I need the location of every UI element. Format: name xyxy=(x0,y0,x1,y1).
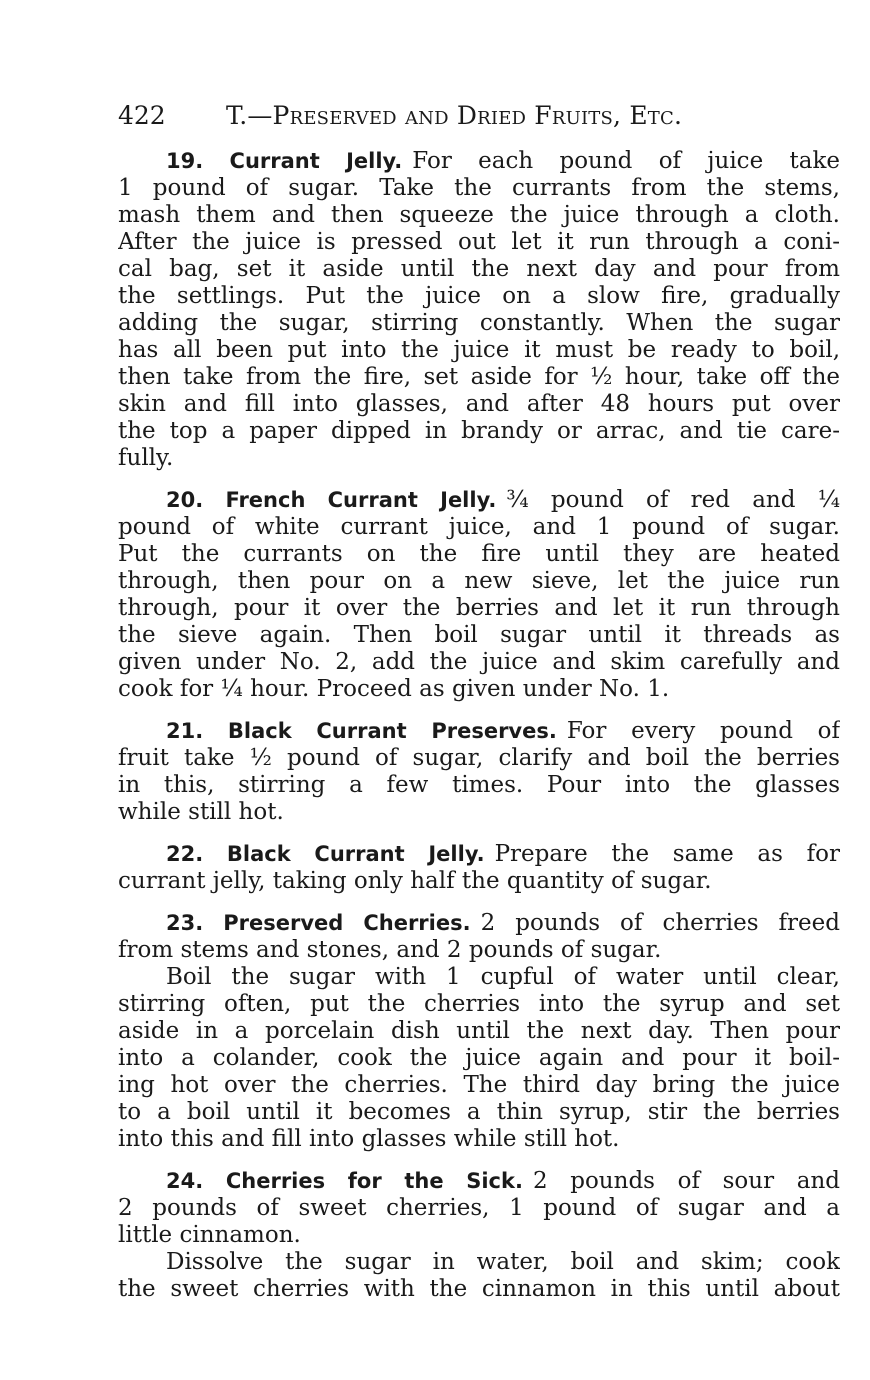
text-line xyxy=(118,229,840,256)
recipe-title: Cherries for the Sick. xyxy=(225,1169,523,1193)
text-line xyxy=(118,541,840,568)
line-text: ing hot over the cherries. The third day bring the juice xyxy=(118,1072,840,1098)
text-line xyxy=(118,337,840,364)
recipe-entry xyxy=(118,148,840,472)
text-line xyxy=(118,445,840,472)
page-number: 422 xyxy=(118,101,166,130)
line-text: skin and fill into glasses, and after 48 hours put over xyxy=(118,391,840,417)
text-line xyxy=(118,676,840,703)
text-line xyxy=(118,514,840,541)
line-text: has all been put into the juice it must be ready to boil, xyxy=(118,337,840,363)
line-text: After the juice is pressed out let it run through a coni- xyxy=(118,229,840,255)
recipe-entry xyxy=(118,487,840,703)
text-line xyxy=(118,364,840,391)
line-text: the sieve again. Then boil sugar until it threads as xyxy=(118,622,840,648)
line-text: through, pour it over the berries and let it run through xyxy=(118,595,840,621)
line-text: ¾ pound of red and ¼ xyxy=(506,487,840,513)
recipe-entry xyxy=(118,1168,840,1303)
text-line xyxy=(118,622,840,649)
text-line xyxy=(118,1249,840,1276)
line-text: 2 pounds of sour and xyxy=(532,1168,840,1194)
line-text: cal bag, set it aside until the next day and pour from xyxy=(118,256,840,282)
line-text: 2 pounds of sweet cherries, 1 pound of sugar and a xyxy=(118,1195,840,1221)
line-text: while still hot. xyxy=(118,799,284,825)
text-line xyxy=(118,175,840,202)
line-text: fully. xyxy=(118,445,174,471)
line-text: into a colander, cook the juice again and pour it boil- xyxy=(118,1045,840,1071)
recipe-title: Currant Jelly. xyxy=(229,149,403,173)
page-body xyxy=(118,148,840,1318)
text-line xyxy=(118,283,840,310)
text-line xyxy=(118,1195,840,1222)
text-line xyxy=(118,991,840,1018)
text-line xyxy=(118,310,840,337)
recipe-number: 22. xyxy=(166,842,227,866)
line-text: the settlings. Put the juice on a slow fire, gradually xyxy=(118,283,840,309)
text-line xyxy=(118,745,840,772)
recipe-number: 23. xyxy=(166,911,224,935)
text-line xyxy=(118,487,840,514)
line-text: little cinnamon. xyxy=(118,1222,301,1248)
line-text: adding the sugar, stirring constantly. When the sugar xyxy=(118,310,840,336)
recipe-title: Black Currant Preserves. xyxy=(227,719,557,743)
text-line xyxy=(118,1276,840,1303)
line-text: 2 pounds of cherries freed xyxy=(480,910,840,936)
text-line xyxy=(118,202,840,229)
line-text: For every pound of xyxy=(566,718,840,744)
page-title: T.—Preserved and Dried Fruits, Etc. xyxy=(226,101,683,130)
text-line xyxy=(118,568,840,595)
line-text: stirring often, put the cherries into the syrup and set xyxy=(118,991,840,1017)
line-text: into this and fill into glasses while still hot. xyxy=(118,1126,620,1152)
text-line xyxy=(118,256,840,283)
text-line xyxy=(118,1168,840,1195)
line-text: 1 pound of sugar. Take the currants from the stems, xyxy=(118,175,840,201)
text-line xyxy=(118,841,840,868)
running-header xyxy=(118,96,778,136)
line-text: then take from the fire, set aside for ½ hour, take off the xyxy=(118,364,840,390)
line-text: fruit take ½ pound of sugar, clarify and boil the berries xyxy=(118,745,840,771)
text-line xyxy=(118,595,840,622)
line-text: from stems and stones, and 2 pounds of sugar. xyxy=(118,937,662,963)
text-line xyxy=(118,1072,840,1099)
line-text: the top a paper dipped in brandy or arrac, and tie care- xyxy=(118,418,840,444)
recipe-number: 24. xyxy=(166,1169,226,1193)
recipe-number: 21. xyxy=(166,719,228,743)
text-line xyxy=(118,391,840,418)
recipe-number: 19. xyxy=(166,149,230,173)
line-text: in this, stirring a few times. Pour into the glasses xyxy=(118,772,840,798)
recipe-entry xyxy=(118,841,840,895)
line-text: currant jelly, taking only half the quantity of sugar. xyxy=(118,868,712,894)
line-text: the sweet cherries with the cinnamon in this until about xyxy=(118,1276,840,1302)
text-line xyxy=(118,418,840,445)
recipe-title: French Currant Jelly. xyxy=(225,488,497,512)
line-text: cook for ¼ hour. Proceed as given under No. 1. xyxy=(118,676,670,702)
line-text: Put the currants on the fire until they are heated xyxy=(118,541,840,567)
recipe-title: Preserved Cherries. xyxy=(223,911,471,935)
line-text: to a boil until it becomes a thin syrup, stir the berries xyxy=(118,1099,840,1125)
text-line xyxy=(118,910,840,937)
line-text: given under No. 2, add the juice and skim carefully and xyxy=(118,649,840,675)
text-line xyxy=(118,868,840,895)
text-line xyxy=(118,1018,840,1045)
recipe-entry xyxy=(118,718,840,826)
text-line xyxy=(118,799,840,826)
line-text: Boil the sugar with 1 cupful of water until clear, xyxy=(166,964,840,990)
text-line xyxy=(118,1126,840,1153)
recipe-number: 20. xyxy=(166,488,226,512)
line-text: aside in a porcelain dish until the next day. Then pour xyxy=(118,1018,840,1044)
text-line xyxy=(118,964,840,991)
recipe-entry xyxy=(118,910,840,1153)
text-line xyxy=(118,649,840,676)
text-line xyxy=(118,1222,840,1249)
recipe-title: Black Currant Jelly. xyxy=(226,842,485,866)
text-line xyxy=(118,718,840,745)
text-line xyxy=(118,772,840,799)
text-line xyxy=(118,1045,840,1072)
line-text: mash them and then squeeze the juice through a cloth. xyxy=(118,202,840,228)
text-line xyxy=(118,937,840,964)
line-text: through, then pour on a new sieve, let the juice run xyxy=(118,568,840,594)
line-text: Prepare the same as for xyxy=(494,841,840,867)
line-text: pound of white currant juice, and 1 pound of sugar. xyxy=(118,514,840,540)
line-text: For each pound of juice take xyxy=(412,148,840,174)
text-line xyxy=(118,1099,840,1126)
text-line xyxy=(118,148,840,175)
line-text: Dissolve the sugar in water, boil and skim; cook xyxy=(166,1249,840,1275)
